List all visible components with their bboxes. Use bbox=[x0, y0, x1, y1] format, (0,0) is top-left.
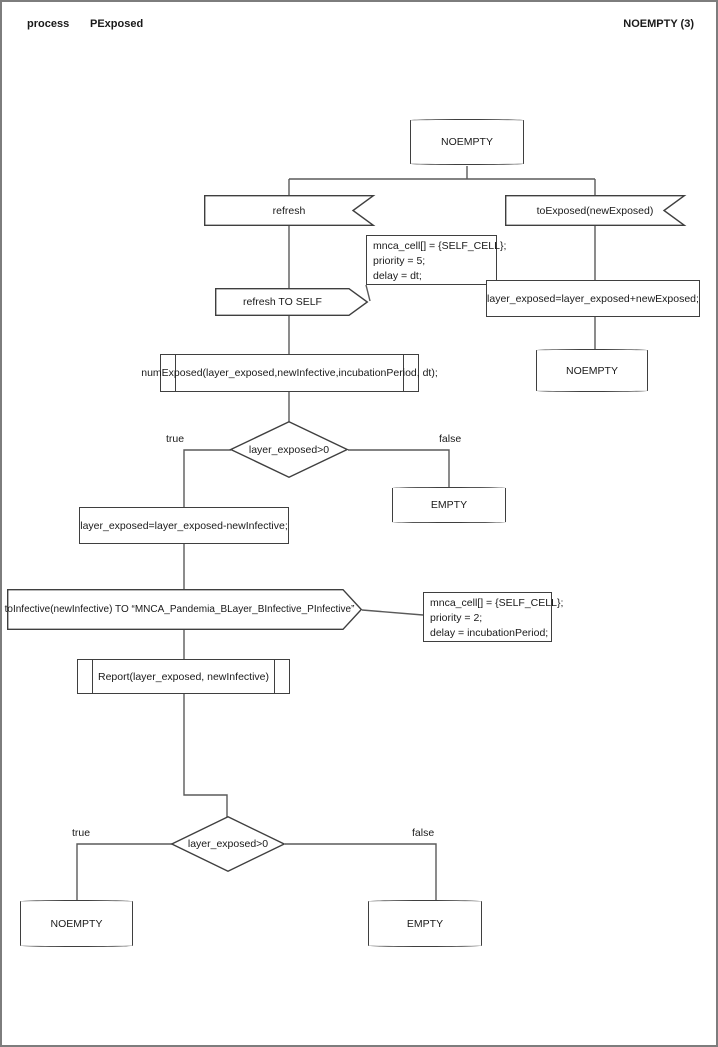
decision-label: layer_exposed>0 bbox=[187, 838, 269, 850]
note-line: priority = 2; bbox=[430, 612, 483, 624]
call-label: Report(layer_exposed, newInfective) bbox=[97, 670, 269, 683]
edge-label-true-2: true bbox=[72, 827, 91, 839]
decision-node-1[interactable] bbox=[230, 421, 348, 478]
note-line: priority = 5; bbox=[373, 255, 426, 267]
decision-node-2[interactable] bbox=[171, 816, 285, 872]
call-label: numExposed(layer_exposed,newInfective,incubationPeriod, dt); bbox=[141, 367, 438, 379]
process-label: layer_exposed=layer_exposed+newExposed; bbox=[487, 292, 699, 305]
process-kind-label: process bbox=[27, 18, 70, 30]
edge-report-to-decision2 bbox=[184, 694, 227, 817]
note-box-refresh[interactable] bbox=[366, 235, 507, 285]
state-label: NOEMPTY bbox=[441, 136, 493, 148]
state-label: EMPTY bbox=[430, 499, 468, 511]
state-node-empty-bottom[interactable] bbox=[368, 900, 482, 947]
edge-label-true-1: true bbox=[166, 433, 185, 445]
state-label: NOEMPTY bbox=[50, 917, 103, 930]
state-count-label: NOEMPTY (3) bbox=[623, 18, 694, 30]
receive-node-toexposed[interactable] bbox=[505, 195, 685, 226]
process-node-add-exposed[interactable] bbox=[486, 280, 700, 317]
edge-decision2-true bbox=[77, 844, 172, 900]
state-node-noempty-start[interactable] bbox=[410, 119, 524, 165]
edge-start-split bbox=[289, 166, 595, 179]
send-label: toInfective(newInfective) TO “MNCA_Pandemia_BLayer_BInfective_PInfective” bbox=[4, 604, 355, 615]
edge-decision1-false bbox=[348, 450, 449, 487]
state-node-noempty-bottom[interactable] bbox=[20, 900, 133, 947]
edge-note2-link bbox=[362, 610, 423, 615]
send-node-refresh-to-self[interactable] bbox=[215, 288, 368, 316]
state-node-noempty-right[interactable] bbox=[536, 349, 648, 392]
note-line: mnca_cell[] = {SELF_CELL}; bbox=[430, 597, 564, 609]
process-name: PExposed bbox=[90, 18, 144, 30]
edge-label-false-2: false bbox=[412, 827, 435, 839]
edge-decision1-true bbox=[184, 450, 231, 507]
receive-node-refresh[interactable] bbox=[204, 195, 374, 226]
send-node-toinfective[interactable] bbox=[4, 589, 362, 630]
receive-label: refresh bbox=[272, 204, 306, 217]
process-label: layer_exposed=layer_exposed-newInfective; bbox=[80, 519, 288, 532]
state-node-empty-1[interactable] bbox=[392, 487, 506, 523]
process-node-sub-infective[interactable] bbox=[79, 507, 289, 544]
note-line: delay = dt; bbox=[373, 270, 422, 282]
send-label: refresh TO SELF bbox=[243, 296, 322, 308]
receive-label: toExposed(newExposed) bbox=[536, 204, 654, 217]
call-node-report[interactable] bbox=[77, 659, 290, 694]
edge-decision2-false bbox=[285, 844, 436, 900]
call-node-numexposed[interactable] bbox=[141, 354, 438, 392]
decision-label: layer_exposed>0 bbox=[248, 443, 330, 456]
note-line: delay = incubationPeriod; bbox=[430, 627, 549, 639]
state-label: NOEMPTY bbox=[566, 364, 618, 377]
state-label: EMPTY bbox=[406, 917, 444, 930]
edge-label-false-1: false bbox=[439, 433, 462, 445]
note-box-toinfective[interactable] bbox=[423, 592, 564, 642]
note-line: mnca_cell[] = {SELF_CELL}; bbox=[373, 240, 507, 252]
